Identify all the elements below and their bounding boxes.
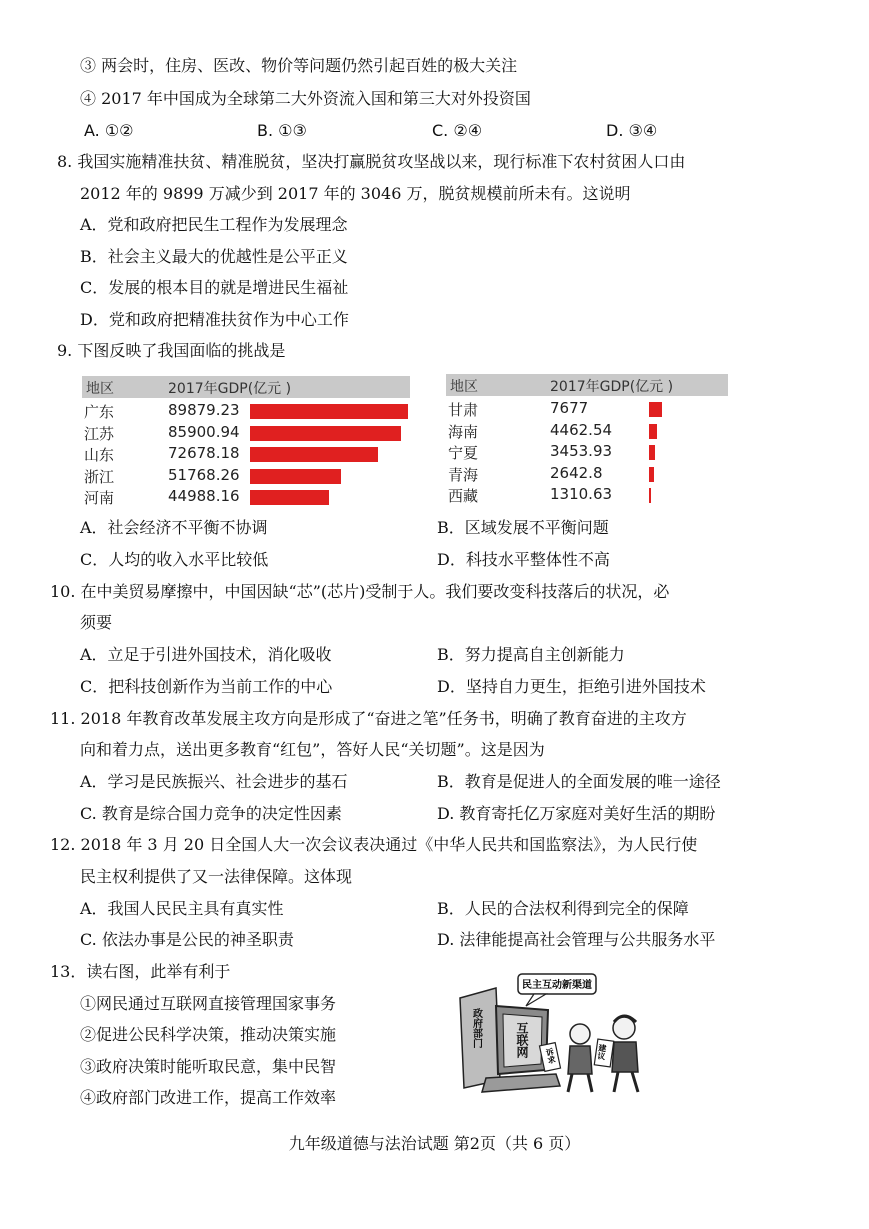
q13-statement-1: ①网民通过互联网直接管理国家事务 (80, 994, 337, 1013)
gdp-value-label: 4462.54 (550, 420, 613, 439)
gdp-bar (649, 424, 657, 439)
q10-option-c[interactable]: C．把科技创新作为当前工作的中心 (80, 677, 333, 696)
q10-option-a[interactable]: A．立足于引进外国技术，消化吸收 (80, 645, 332, 664)
gdp-value-label: 51768.26 (168, 465, 240, 484)
region-name: 西藏 (448, 487, 479, 505)
q8-option-d[interactable]: D．党和政府把精准扶贫作为中心工作 (80, 310, 349, 329)
q13-statement-2: ②促进公民科学决策，推动决策实施 (80, 1025, 337, 1044)
q12-option-b[interactable]: B．人民的合法权利得到完全的保障 (437, 899, 689, 918)
q7-option-c[interactable]: C. ②④ (432, 121, 483, 140)
gdp-value-label: 72678.18 (168, 444, 240, 462)
q11-option-c[interactable]: C. 教育是综合国力竞争的决定性因素 (80, 804, 342, 823)
gdp-row (82, 400, 410, 423)
q13-stem: 13．读右图，此举有利于 (50, 962, 231, 981)
q7-statement-3: ③ 两会时，住房、医改、物价等问题仍然引起百姓的极大关注 (80, 56, 518, 75)
gdp-bar (649, 402, 662, 417)
q8-stem-line-1: 8. 我国实施精准扶贫、精准脱贫，坚决打赢脱贫攻坚战以来，现行标准下农村贫困人口由 (57, 152, 686, 171)
col-region-label: 地区 (450, 379, 478, 395)
person-1-head-icon (570, 1024, 590, 1044)
gdp-bar (649, 467, 654, 482)
gdp-bar (250, 490, 329, 505)
gdp-value-label: 1310.63 (550, 485, 613, 503)
person-2-body-icon (612, 1042, 638, 1072)
internet-democracy-cartoon (456, 970, 671, 1100)
q12-stem-line-1: 12. 2018 年 3 月 20 日全国人大一次会议表决通过《中华人民共和国监察法》，为人民行使 (50, 835, 698, 854)
col-value-label: 2017年GDP(亿元 ) (168, 381, 292, 397)
gdp-row (446, 398, 728, 421)
gdp-row (446, 484, 728, 507)
region-name: 浙江 (84, 467, 115, 486)
region-name: 山东 (84, 446, 115, 464)
q12-stem-line-2: 民主权利提供了又一法律保障。这体现 (80, 867, 353, 886)
q13-statement-4: ④政府部门改进工作，提高工作效率 (80, 1088, 337, 1107)
building-label: 政府部门 (470, 1008, 482, 1048)
col-value-label: 2017年GDP(亿元 ) (550, 379, 674, 395)
monitor-label: 互联网 (515, 1022, 529, 1058)
gdp-table-header (82, 376, 410, 398)
gdp-value-label: 89879.23 (168, 401, 240, 419)
q9-option-d[interactable]: D．科技水平整体性不高 (437, 550, 610, 569)
q11-option-b[interactable]: B．教育是促进人的全面发展的唯一途径 (437, 772, 721, 791)
q9-option-a[interactable]: A．社会经济不平衡不协调 (80, 518, 268, 537)
sign-2-label: 建议 (596, 1043, 608, 1061)
region-name: 青海 (448, 465, 479, 484)
gdp-row (82, 486, 410, 509)
region-name: 宁夏 (448, 444, 479, 462)
gdp-row (446, 420, 728, 443)
gdp-bar (250, 404, 408, 419)
gdp-value-label: 85900.94 (168, 422, 240, 441)
person-2-legs (614, 1072, 638, 1092)
gdp-table-header (446, 374, 728, 396)
q8-option-a[interactable]: A．党和政府把民生工程作为发展理念 (80, 215, 348, 234)
gdp-bar (250, 426, 401, 441)
q9-option-b[interactable]: B．区域发展不平衡问题 (437, 518, 609, 537)
q12-option-c[interactable]: C. 依法办事是公民的神圣职责 (80, 930, 294, 949)
gdp-row (82, 465, 410, 488)
q13-statement-3: ③政府决策时能听取民意，集中民智 (80, 1057, 337, 1076)
gdp-value-label: 3453.93 (550, 442, 613, 460)
q10-option-d[interactable]: D．坚持自力更生，拒绝引进外国技术 (437, 677, 706, 696)
gdp-bar (649, 445, 655, 460)
region-name: 江苏 (84, 424, 115, 443)
sign-1-label: 诉求 (544, 1047, 557, 1065)
page-footer: 九年级道德与法治试题 第2页（共 6 页） (288, 1134, 581, 1153)
gdp-row (82, 443, 410, 466)
person-1-legs (568, 1074, 592, 1092)
col-region-label: 地区 (86, 381, 114, 397)
q8-option-c[interactable]: C．发展的根本目的就是增进民生福祉 (80, 278, 349, 297)
q11-option-a[interactable]: A．学习是民族振兴、社会进步的基石 (80, 772, 348, 791)
gdp-bar (250, 469, 341, 484)
region-name: 广东 (84, 403, 115, 421)
gdp-table-low (446, 374, 728, 506)
q12-option-a[interactable]: A．我国人民民主具有真实性 (80, 899, 284, 918)
q7-option-b[interactable]: B. ①③ (257, 121, 307, 140)
gdp-bar (250, 447, 378, 462)
bubble-text: 民主互动新渠道 (522, 980, 592, 991)
gdp-row (82, 422, 410, 445)
q11-option-d[interactable]: D. 教育寄托亿万家庭对美好生活的期盼 (437, 804, 716, 823)
region-name: 海南 (448, 422, 479, 441)
gdp-table-high (82, 376, 410, 508)
q7-option-d[interactable]: D. ③④ (606, 121, 658, 140)
region-name: 甘肃 (448, 401, 479, 419)
q11-stem-line-1: 11. 2018 年教育改革发展主攻方向是形成了“奋进之笔”任务书，明确了教育奋进的主攻方 (50, 709, 687, 728)
q8-option-b[interactable]: B．社会主义最大的优越性是公平正义 (80, 247, 348, 266)
q7-statement-4: ④ 2017 年中国成为全球第二大外资流入国和第三大对外投资国 (80, 89, 531, 108)
q10-stem-line-2: 须要 (80, 613, 113, 632)
gdp-value-label: 7677 (550, 399, 589, 417)
gdp-bar (649, 488, 651, 503)
region-name: 河南 (84, 489, 115, 507)
q12-option-d[interactable]: D. 法律能提高社会管理与公共服务水平 (437, 930, 716, 949)
q7-option-a[interactable]: A. ①② (84, 121, 134, 140)
gdp-value-label: 44988.16 (168, 487, 240, 505)
q10-option-b[interactable]: B．努力提高自主创新能力 (437, 645, 625, 664)
q10-stem-line-1: 10. 在中美贸易摩擦中，中国因缺“芯”(芯片)受制于人。我们要改变科技落后的状况，必 (50, 582, 670, 601)
q9-stem: 9. 下图反映了我国面临的挑战是 (57, 341, 286, 360)
gdp-row (446, 463, 728, 486)
q11-stem-line-2: 向和着力点，送出更多教育“红包”，答好人民“关切题”。这是因为 (80, 740, 545, 759)
q8-stem-line-2: 2012 年的 9899 万减少到 2017 年的 3046 万，脱贫规模前所未有。这说明 (80, 184, 631, 203)
gdp-row (446, 441, 728, 464)
q9-option-c[interactable]: C．人均的收入水平比较低 (80, 550, 269, 569)
speech-bubble-tail (526, 994, 546, 1006)
person-1-body-icon (568, 1046, 592, 1074)
gdp-value-label: 2642.8 (550, 463, 603, 482)
